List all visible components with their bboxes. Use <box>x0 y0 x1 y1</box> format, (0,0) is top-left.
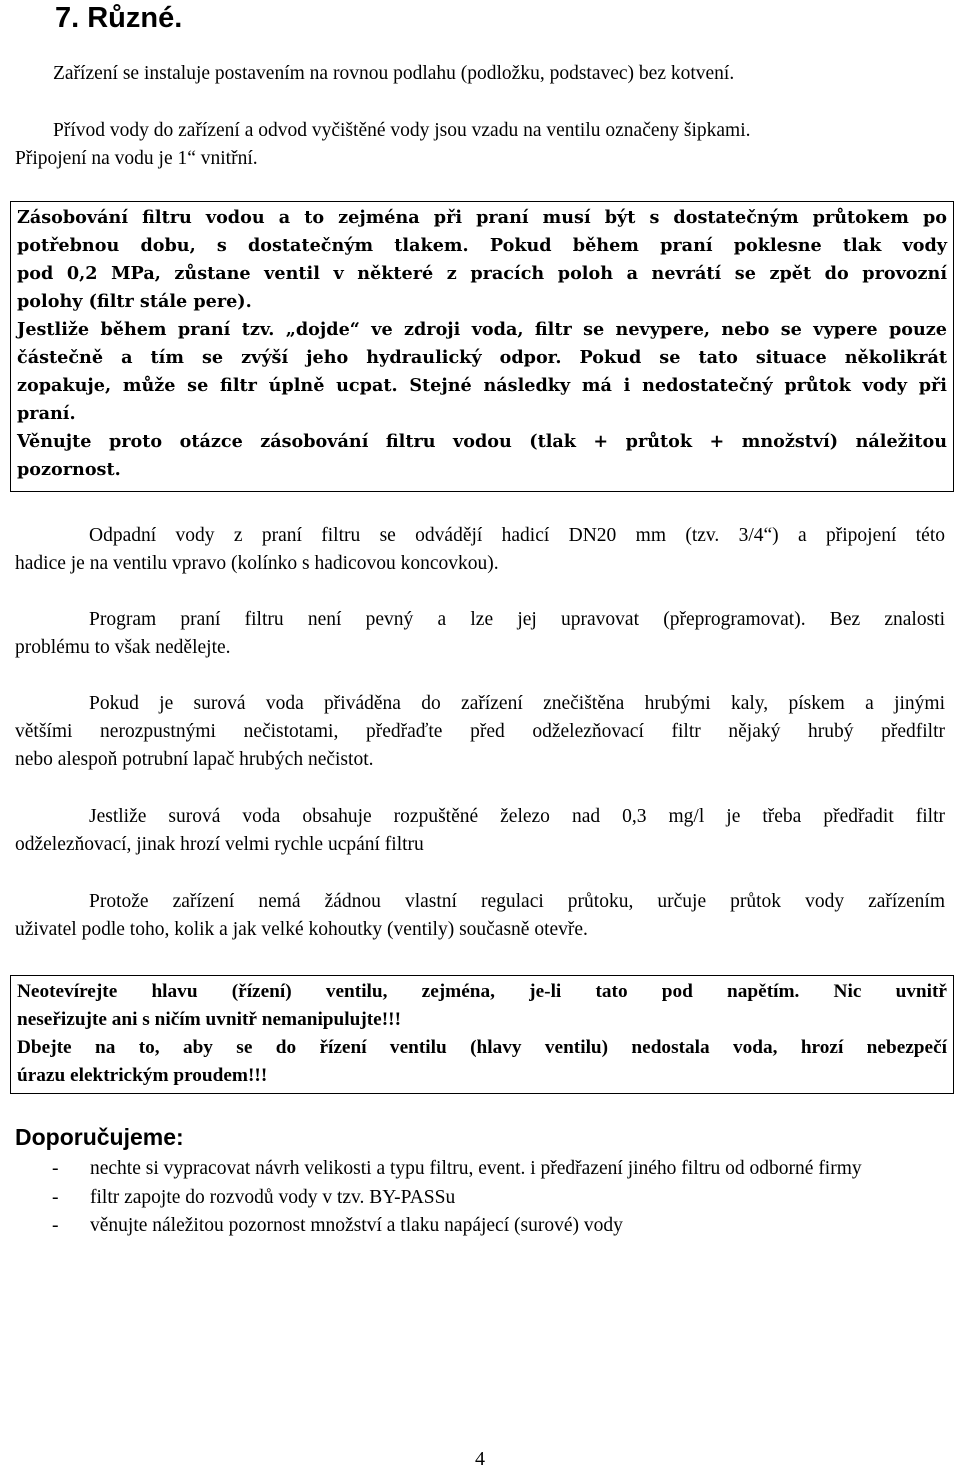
paragraph-line: Program praní filtru není pevný a lze jej upravovat (přeprogramovat). Bez znalosti <box>89 609 945 630</box>
recommend-title: Doporučujeme: <box>15 1124 184 1150</box>
warning-line: Neotevírejte hlavu (řízení) ventilu, zejména, je-li tato pod napětím. Nic uvnitř <box>17 981 947 1002</box>
paragraph-installation: Zařízení se instaluje postavením na rovnou podlahu (podložku, podstavec) bez kotvení. <box>53 63 735 84</box>
paragraph-line: nebo alespoň potrubní lapač hrubých nečistot. <box>15 749 374 770</box>
paragraph-line: Připojení na vodu je 1“ vnitřní. <box>15 148 258 169</box>
paragraph-iron <box>15 803 945 859</box>
list-item-text: nechte si vypracovat návrh velikosti a typu filtru, event. i předřazení jiného filtru od odborné firmy <box>90 1158 862 1179</box>
warning-line: částečně a tím se zvýší jeho hydraulický odpor. Pokud se tato situace několikrát <box>17 347 947 368</box>
paragraph-line: Přívod vody do zařízení a odvod vyčištěné vody jsou vzadu na ventilu označeny šipkami. <box>53 120 751 141</box>
paragraph-line: odželezňovací, jinak hrozí velmi rychle ucpání filtru <box>15 834 424 855</box>
list-item <box>15 1155 950 1184</box>
recommend-list <box>15 1155 950 1241</box>
warning-line: Věnujte proto otázce zásobování filtru vodou (tlak + průtok + množství) náležitou <box>17 431 947 452</box>
paragraph-flow-regulation <box>15 888 945 944</box>
paragraph-line: Jestliže surová voda obsahuje rozpuštěné železo nad 0,3 mg/l je třeba předřadit filtr <box>89 806 945 827</box>
list-item <box>15 1212 950 1241</box>
list-dash: - <box>52 1215 59 1236</box>
paragraph-line: uživatel podle toho, kolik a jak velké kohoutky (ventily) současně otevře. <box>15 919 588 940</box>
warning-line: Dbejte na to, aby se do řízení ventilu (hlavy ventilu) nedostala voda, hrozí nebezpečí <box>17 1037 947 1058</box>
list-item-text: věnujte náležitou pozornost množství a tlaku napájecí (surové) vody <box>90 1215 623 1236</box>
paragraph-line: Protože zařízení nemá žádnou vlastní regulaci průtoku, určuje průtok vody zařízením <box>89 891 945 912</box>
page-number: 4 <box>475 1448 485 1470</box>
warning-line: polohy (filtr stále pere). <box>17 291 252 312</box>
warning-line: zopakuje, může se filtr úplně ucpat. Stejné následky má i nedostatečný průtok vody při <box>17 375 947 396</box>
warning-line: neseřizujte ani s ničím uvnitř nemanipulujte!!! <box>17 1009 401 1030</box>
section-heading: 7. Různé. <box>55 2 183 34</box>
warning-box-electrical <box>10 975 954 1094</box>
warning-box-water-supply <box>10 201 954 492</box>
warning-line: Jestliže během praní tzv. „dojde“ ve zdroji voda, filtr se nevypere, nebo se vypere pouze <box>17 319 947 340</box>
warning-line: pod 0,2 MPa, zůstane ventil v některé z pracích poloh a nevrátí se zpět do provozní <box>17 263 947 284</box>
list-dash: - <box>52 1158 59 1179</box>
paragraph-program <box>15 606 945 662</box>
warning-line: praní. <box>17 403 76 424</box>
paragraph-prefilter <box>15 690 945 774</box>
paragraph-water-connection <box>15 117 751 173</box>
paragraph-line: většími nerozpustnými nečistotami, předřaďte před odželezňovací filtr nějaký hrubý předfiltr <box>15 721 945 742</box>
list-item-text: filtr zapojte do rozvodů vody v tzv. BY-PASSu <box>90 1186 456 1208</box>
paragraph-line: Pokud je surová voda přiváděna do zařízení znečištěna hrubými kaly, pískem a jinými <box>89 693 945 714</box>
warning-line: potřebnou dobu, s dostatečným tlakem. Pokud během praní poklesne tlak vody <box>17 235 947 256</box>
paragraph-line: hadice je na ventilu vpravo (kolínko s hadicovou koncovkou). <box>15 553 499 574</box>
list-dash: - <box>52 1186 59 1208</box>
paragraph-waste-water <box>15 522 945 578</box>
paragraph-line: problému to však nedělejte. <box>15 637 231 658</box>
warning-line: Zásobování filtru vodou a to zejména při praní musí být s dostatečným průtokem po <box>17 207 947 228</box>
list-item <box>15 1184 950 1213</box>
warning-line: úrazu elektrickým proudem!!! <box>17 1065 268 1086</box>
paragraph-line: Odpadní vody z praní filtru se odvádějí hadicí DN20 mm (tzv. 3/4“) a připojení této <box>89 525 945 546</box>
warning-line: pozornost. <box>17 459 121 480</box>
